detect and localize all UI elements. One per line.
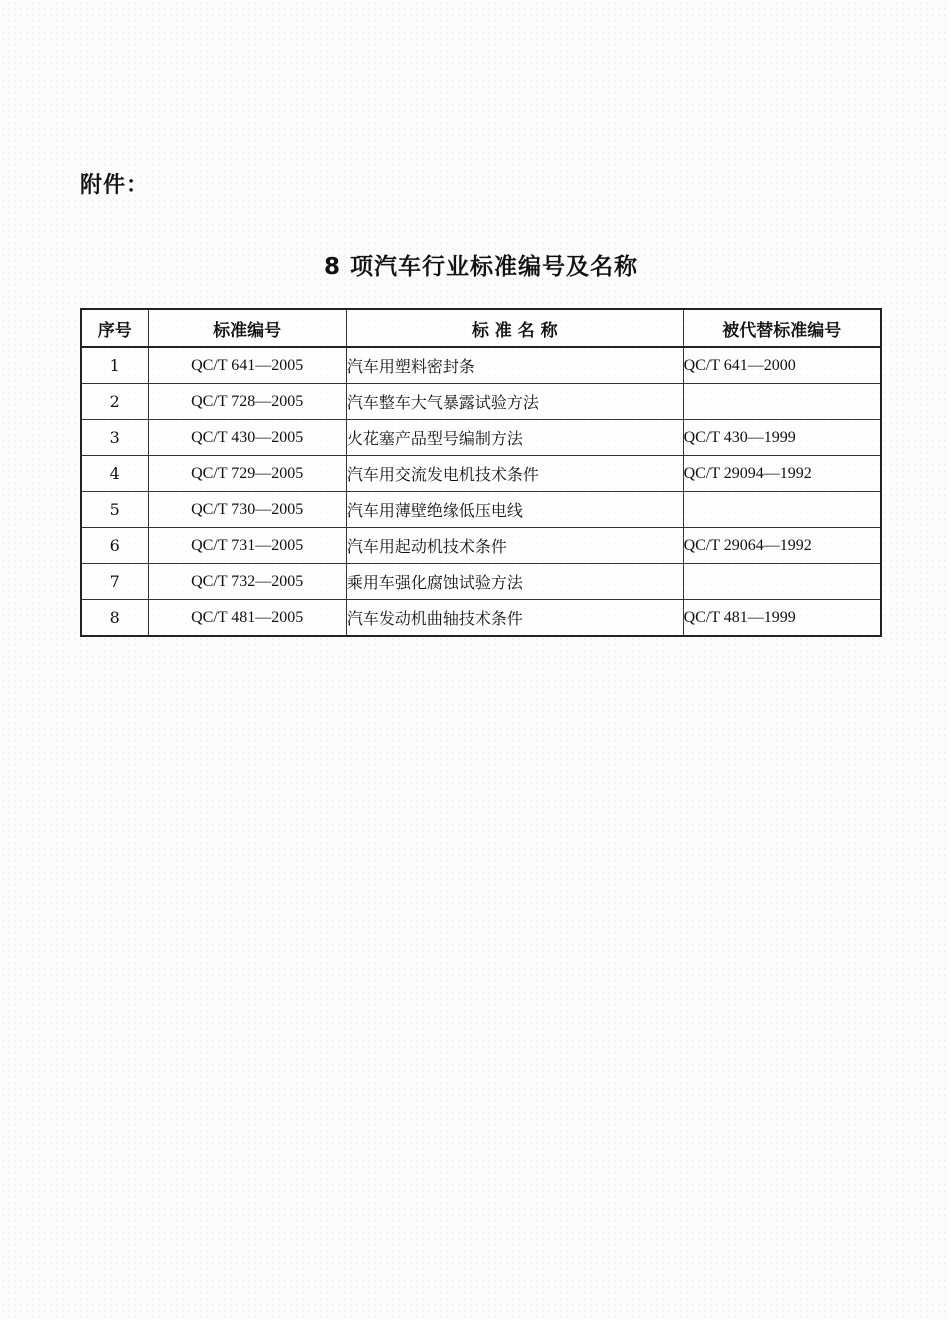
table-row <box>81 528 881 564</box>
cell-code: QC/T 731—2005 <box>148 528 346 564</box>
cell-code: QC/T 641—2005 <box>148 347 346 384</box>
cell-name: 汽车整车大气暴露试验方法 <box>346 384 683 420</box>
cell-code: QC/T 732—2005 <box>148 564 346 600</box>
header-replaced: 被代替标准编号 <box>683 309 881 347</box>
cell-name: 汽车用薄壁绝缘低压电线 <box>346 492 683 528</box>
cell-name: 汽车用塑料密封条 <box>346 347 683 384</box>
cell-replaced <box>683 564 881 600</box>
header-name: 标 准 名 称 <box>346 309 683 347</box>
cell-code: QC/T 430—2005 <box>148 420 346 456</box>
cell-seq: 2 <box>81 384 148 420</box>
cell-name: 乘用车强化腐蚀试验方法 <box>346 564 683 600</box>
cell-seq: 4 <box>81 456 148 492</box>
cell-seq: 7 <box>81 564 148 600</box>
attachment-label: 附件： <box>80 173 150 198</box>
cell-code: QC/T 729—2005 <box>148 456 346 492</box>
cell-replaced <box>683 384 881 420</box>
cell-code: QC/T 481—2005 <box>148 600 346 637</box>
cell-name: 汽车用起动机技术条件 <box>346 528 683 564</box>
table-row <box>81 347 881 384</box>
table-row <box>81 384 881 420</box>
table-body <box>81 347 881 636</box>
cell-name: 汽车发动机曲轴技术条件 <box>346 600 683 637</box>
cell-replaced: QC/T 430—1999 <box>683 420 881 456</box>
cell-seq: 1 <box>81 347 148 384</box>
cell-name: 火花塞产品型号编制方法 <box>346 420 683 456</box>
table-row <box>81 456 881 492</box>
cell-replaced: QC/T 641—2000 <box>683 347 881 384</box>
standards-table <box>80 308 882 637</box>
table-row <box>81 600 881 637</box>
table-row <box>81 492 881 528</box>
cell-seq: 5 <box>81 492 148 528</box>
document-title: 8 项汽车行业标准编号及名称 <box>323 254 638 280</box>
header-code: 标准编号 <box>148 309 346 347</box>
header-row <box>81 309 881 347</box>
cell-replaced: QC/T 481—1999 <box>683 600 881 637</box>
table-header <box>81 309 881 347</box>
cell-seq: 6 <box>81 528 148 564</box>
table-row <box>81 420 881 456</box>
cell-seq: 8 <box>81 600 148 637</box>
table-row <box>81 564 881 600</box>
cell-replaced: QC/T 29094—1992 <box>683 456 881 492</box>
cell-code: QC/T 730—2005 <box>148 492 346 528</box>
cell-name: 汽车用交流发电机技术条件 <box>346 456 683 492</box>
cell-replaced: QC/T 29064—1992 <box>683 528 881 564</box>
cell-code: QC/T 728—2005 <box>148 384 346 420</box>
cell-replaced <box>683 492 881 528</box>
header-seq: 序号 <box>81 309 148 347</box>
cell-seq: 3 <box>81 420 148 456</box>
